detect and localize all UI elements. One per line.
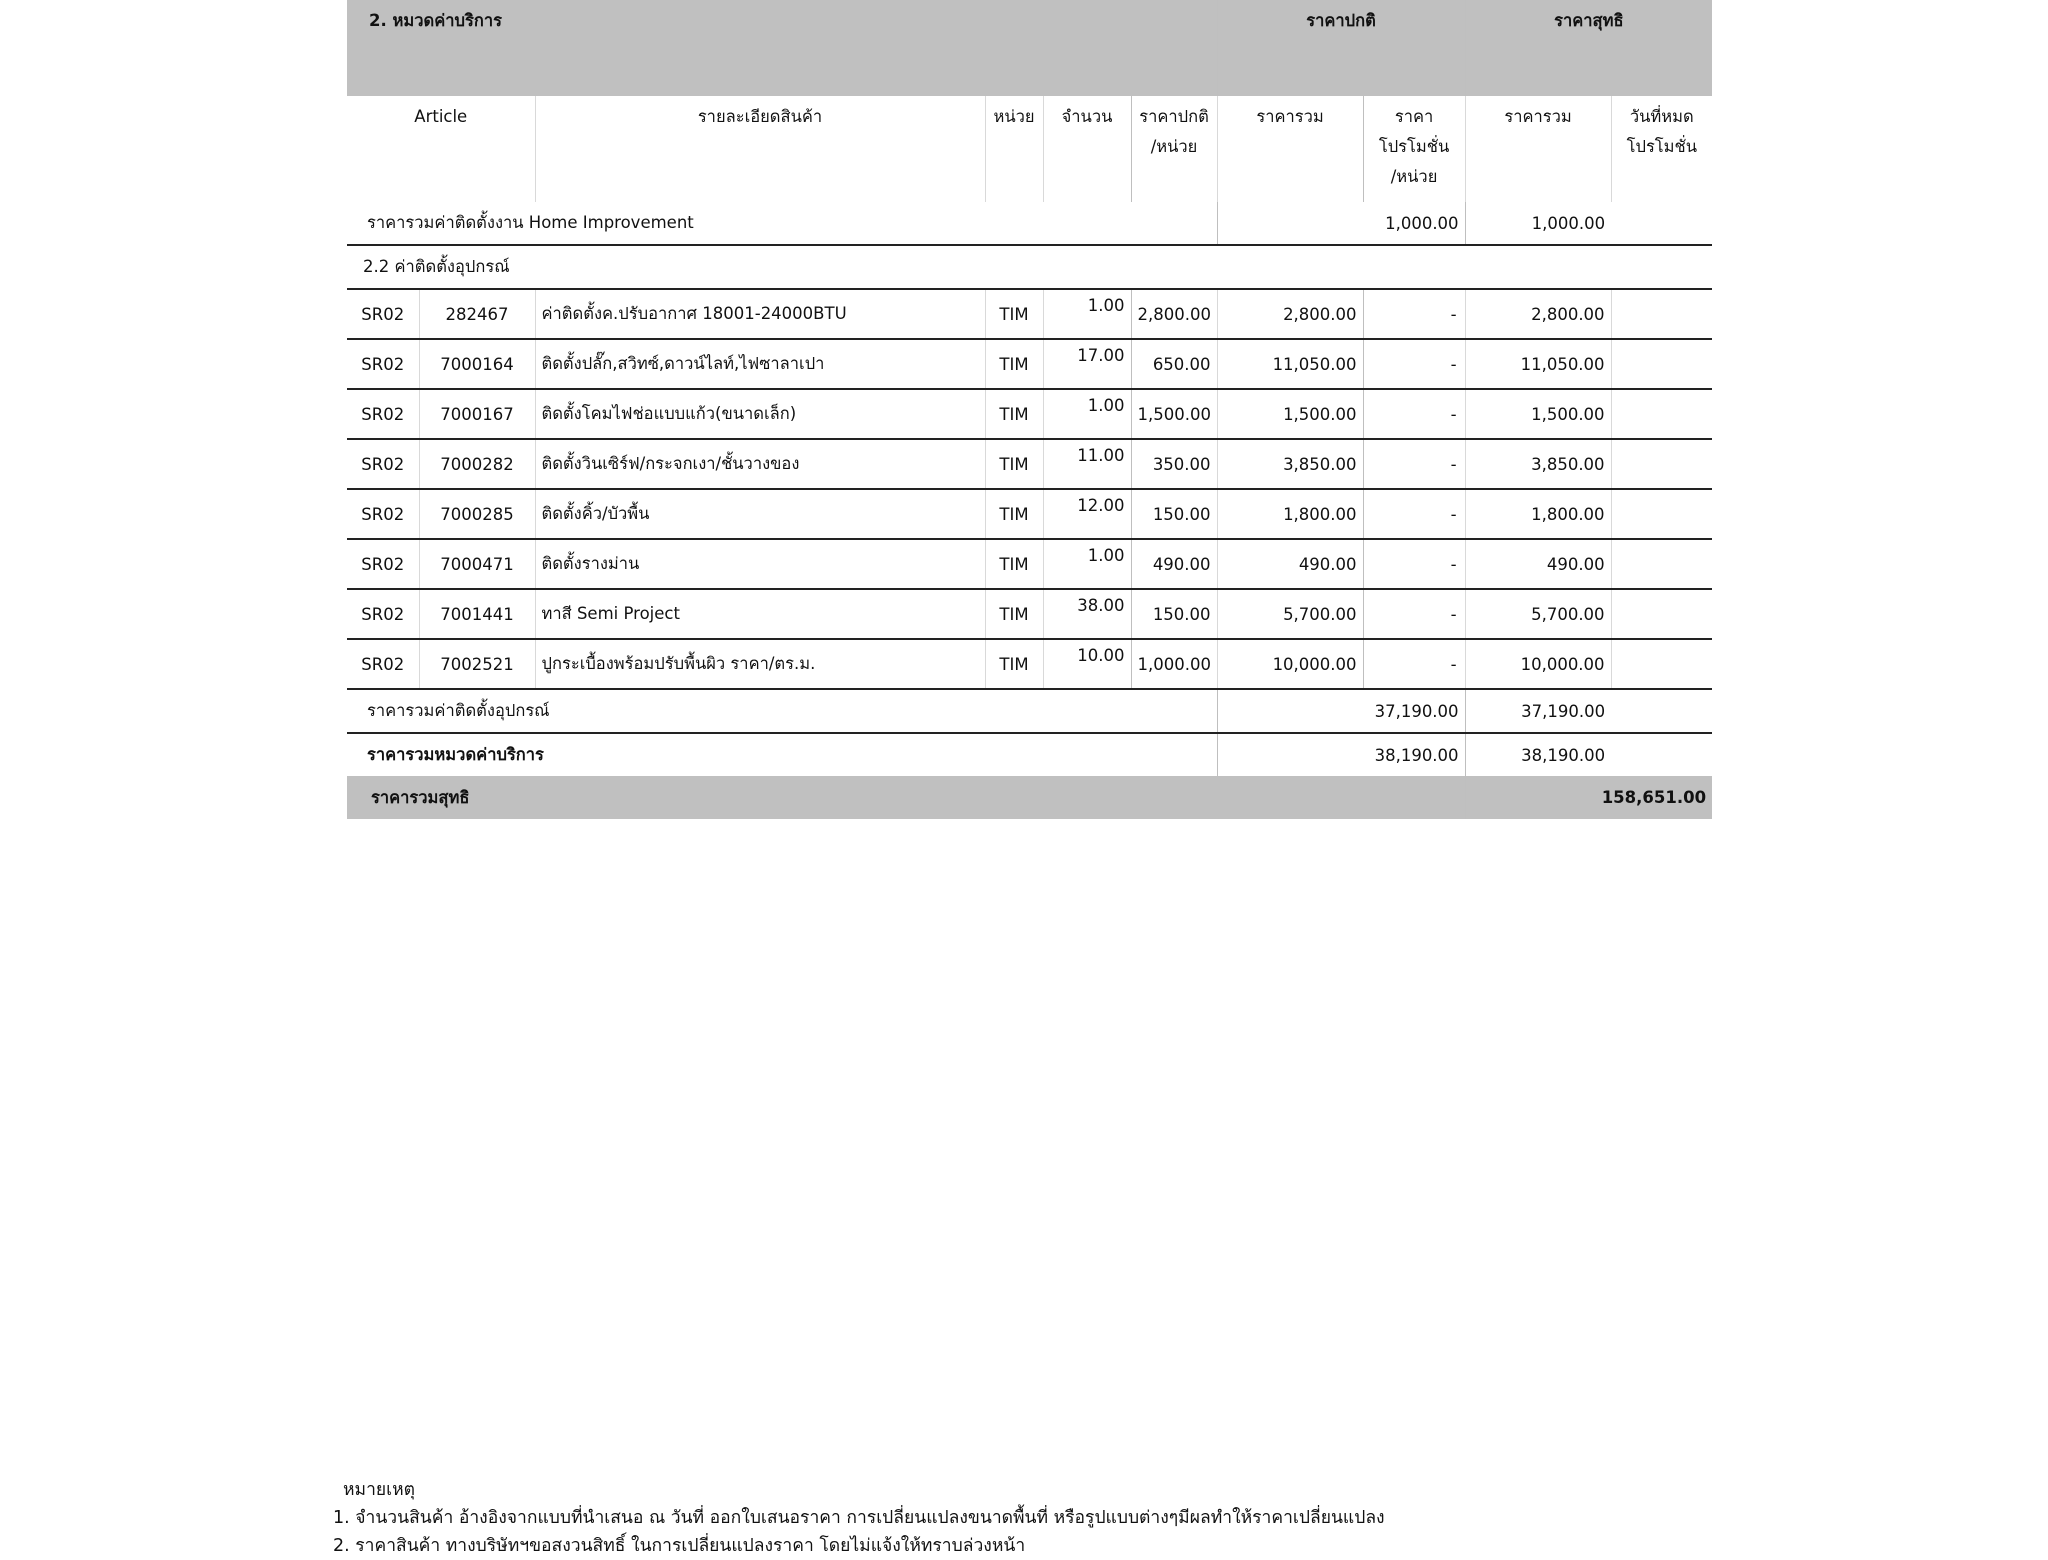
col-net-total: ราคารวม	[1465, 96, 1611, 202]
subsection-title: 2.2 ค่าติดตั้งอุปกรณ์	[347, 245, 1712, 289]
item-description: ค่าติดตั้งค.ปรับอากาศ 18001-24000BTU	[535, 289, 985, 339]
section-title: 2. หมวดค่าบริการ	[347, 0, 1217, 96]
item-promo-end	[1611, 589, 1712, 639]
service-total-row	[347, 733, 1712, 776]
item-net-total: 490.00	[1465, 539, 1611, 589]
col-promo-unit-price: ราคา โปรโมชั่น /หน่วย	[1363, 96, 1465, 202]
item-promo-end	[1611, 289, 1712, 339]
item-normal-total: 3,850.00	[1217, 439, 1363, 489]
item-qty: 1.00	[1043, 539, 1131, 589]
item-description: ปูกระเบื้องพร้อมปรับพื้นผิว ราคา/ตร.ม.	[535, 639, 985, 689]
col-unit: หน่วย	[985, 96, 1043, 202]
item-article: 7000164	[419, 339, 535, 389]
equipment-total-label: ราคารวมค่าติดตั้งอุปกรณ์	[347, 689, 1217, 733]
item-unit: TIM	[985, 389, 1043, 439]
item-promo-end	[1611, 339, 1712, 389]
item-unit-price: 1,000.00	[1131, 639, 1217, 689]
item-promo-end	[1611, 439, 1712, 489]
item-normal-total: 490.00	[1217, 539, 1363, 589]
equipment-net-total: 37,190.00	[1465, 689, 1712, 733]
item-unit: TIM	[985, 539, 1043, 589]
notes	[333, 1476, 1385, 1560]
table-row	[347, 589, 1712, 639]
equipment-normal-total: 37,190.00	[1217, 689, 1465, 733]
item-code: SR02	[347, 639, 419, 689]
item-unit-price: 150.00	[1131, 489, 1217, 539]
item-net-total: 1,800.00	[1465, 489, 1611, 539]
item-net-total: 2,800.00	[1465, 289, 1611, 339]
item-unit-price: 150.00	[1131, 589, 1217, 639]
section-header-row	[347, 0, 1712, 96]
item-promo-end	[1611, 639, 1712, 689]
item-normal-total: 5,700.00	[1217, 589, 1363, 639]
item-article: 282467	[419, 289, 535, 339]
item-article: 7000285	[419, 489, 535, 539]
col-article: Article	[347, 96, 535, 202]
item-code: SR02	[347, 339, 419, 389]
items-body	[347, 289, 1712, 689]
table-row	[347, 289, 1712, 339]
item-net-total: 3,850.00	[1465, 439, 1611, 489]
item-qty: 17.00	[1043, 339, 1131, 389]
item-unit: TIM	[985, 639, 1043, 689]
item-promo-price: -	[1363, 539, 1465, 589]
item-net-total: 5,700.00	[1465, 589, 1611, 639]
item-normal-total: 2,800.00	[1217, 289, 1363, 339]
group-net-price: ราคาสุทธิ	[1465, 0, 1712, 96]
item-promo-price: -	[1363, 439, 1465, 489]
service-table	[347, 0, 1712, 819]
home-improvement-normal-total: 1,000.00	[1217, 202, 1465, 245]
item-code: SR02	[347, 389, 419, 439]
item-normal-total: 10,000.00	[1217, 639, 1363, 689]
item-promo-price: -	[1363, 639, 1465, 689]
item-normal-total: 1,800.00	[1217, 489, 1363, 539]
service-net-total: 38,190.00	[1521, 745, 1606, 765]
item-promo-price: -	[1363, 389, 1465, 439]
item-promo-price: -	[1363, 589, 1465, 639]
item-description: ติดตั้งวินเซิร์ฟ/กระจกเงา/ชั้นวางของ	[535, 439, 985, 489]
item-code: SR02	[347, 439, 419, 489]
item-article: 7001441	[419, 589, 535, 639]
grand-total-row	[347, 776, 1712, 819]
item-net-total: 10,000.00	[1465, 639, 1611, 689]
item-unit: TIM	[985, 489, 1043, 539]
table-row	[347, 389, 1712, 439]
col-normal-unit-price: ราคาปกติ /หน่วย	[1131, 96, 1217, 202]
service-total-label: ราคารวมหมวดค่าบริการ	[347, 733, 1217, 776]
item-qty: 1.00	[1043, 289, 1131, 339]
item-unit-price: 650.00	[1131, 339, 1217, 389]
item-unit: TIM	[985, 439, 1043, 489]
table-row	[347, 539, 1712, 589]
item-normal-total: 11,050.00	[1217, 339, 1363, 389]
item-qty: 38.00	[1043, 589, 1131, 639]
item-unit-price: 350.00	[1131, 439, 1217, 489]
table-row	[347, 489, 1712, 539]
item-unit-price: 490.00	[1131, 539, 1217, 589]
item-article: 7000282	[419, 439, 535, 489]
equipment-total-row	[347, 689, 1712, 733]
col-qty: จำนวน	[1043, 96, 1131, 202]
item-description: ติดตั้งคิ้ว/บัวพื้น	[535, 489, 985, 539]
item-code: SR02	[347, 589, 419, 639]
item-description: ทาสี Semi Project	[535, 589, 985, 639]
item-unit: TIM	[985, 339, 1043, 389]
note-line-2: 2. ราคาสินค้า ทางบริษัทฯขอสงวนสิทธิ์ ในการเปลี่ยนแปลงราคา โดยไม่แจ้งให้ทราบล่วงหน้า	[333, 1536, 1026, 1556]
item-unit: TIM	[985, 589, 1043, 639]
home-improvement-net-total: 1,000.00	[1465, 202, 1712, 245]
item-promo-price: -	[1363, 289, 1465, 339]
grand-total-label: ราคารวมสุทธิ	[347, 776, 1465, 819]
item-description: ติดตั้งรางม่าน	[535, 539, 985, 589]
service-normal-total: 38,190.00	[1217, 733, 1465, 776]
item-net-total: 1,500.00	[1465, 389, 1611, 439]
table-row	[347, 439, 1712, 489]
group-normal-price: ราคาปกติ	[1217, 0, 1465, 96]
item-code: SR02	[347, 539, 419, 589]
item-net-total: 11,050.00	[1465, 339, 1611, 389]
table-row	[347, 339, 1712, 389]
table-row	[347, 639, 1712, 689]
home-improvement-subtotal-row	[347, 202, 1712, 245]
grand-total-value: 158,651.00	[1465, 776, 1712, 819]
item-promo-price: -	[1363, 339, 1465, 389]
item-promo-end	[1611, 539, 1712, 589]
item-code: SR02	[347, 489, 419, 539]
item-unit-price: 1,500.00	[1131, 389, 1217, 439]
item-qty: 10.00	[1043, 639, 1131, 689]
item-qty: 12.00	[1043, 489, 1131, 539]
item-unit: TIM	[985, 289, 1043, 339]
item-normal-total: 1,500.00	[1217, 389, 1363, 439]
item-promo-price: -	[1363, 489, 1465, 539]
item-promo-end	[1611, 389, 1712, 439]
column-header-row	[347, 96, 1712, 202]
item-qty: 11.00	[1043, 439, 1131, 489]
item-qty: 1.00	[1043, 389, 1131, 439]
item-description: ติดตั้งปลั๊ก,สวิทซ์,ดาวน์ไลท์,ไฟซาลาเปา	[535, 339, 985, 389]
item-article: 7002521	[419, 639, 535, 689]
item-promo-end	[1611, 489, 1712, 539]
note-line-1: 1. จำนวนสินค้า อ้างอิงจากแบบที่นำเสนอ ณ วันที่ ออกใบเสนอราคา การเปลี่ยนแปลงขนาดพื้นที่ หรือรูปแบบต่างๆมีผลทำให้ราคาเปลี่ยนแปลง	[333, 1508, 1385, 1528]
col-promo-end-date: วันที่หมด โปรโมชั่น	[1626, 107, 1698, 156]
item-code: SR02	[347, 289, 419, 339]
subsection-row	[347, 245, 1712, 289]
col-description: รายละเอียดสินค้า	[535, 96, 985, 202]
item-description: ติดตั้งโคมไฟช่อแบบแก้ว(ขนาดเล็ก)	[535, 389, 985, 439]
home-improvement-label: ราคารวมค่าติดตั้งงาน Home Improvement	[347, 202, 1217, 245]
item-article: 7000167	[419, 389, 535, 439]
col-normal-total: ราคารวม	[1217, 96, 1363, 202]
item-unit-price: 2,800.00	[1131, 289, 1217, 339]
notes-title: หมายเหตุ	[343, 1480, 416, 1500]
item-article: 7000471	[419, 539, 535, 589]
